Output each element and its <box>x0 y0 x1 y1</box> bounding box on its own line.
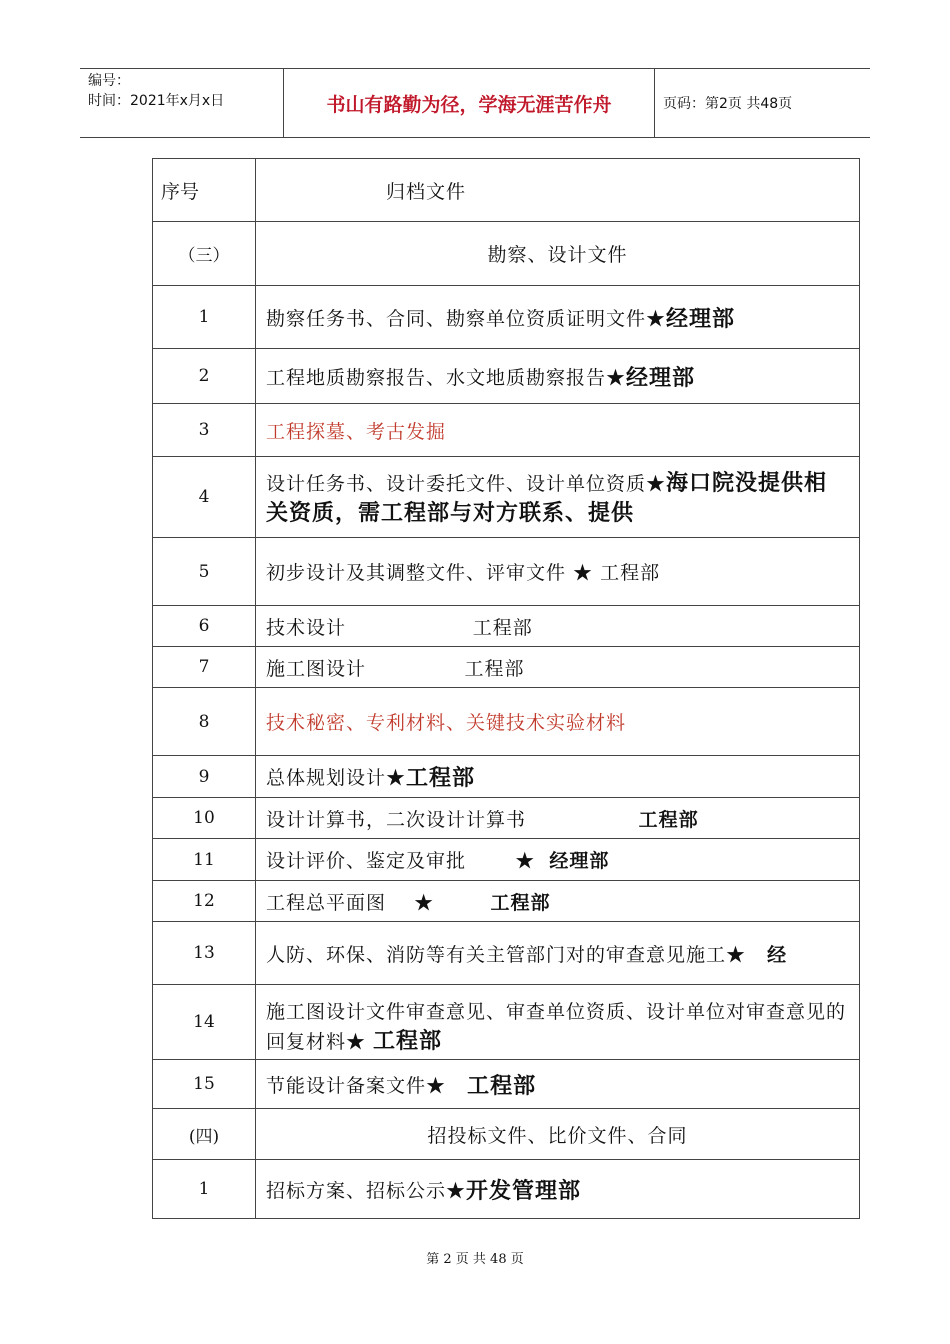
row-dept: 工程部 <box>406 766 476 791</box>
row-seq: (四) <box>152 1109 256 1159</box>
table-row <box>152 798 860 839</box>
row-text <box>256 881 860 921</box>
table-row <box>152 606 860 647</box>
row-text-main: 初步设计及其调整文件、评审文件 ★ 工程部 <box>266 562 661 584</box>
row-dept: 工程部 <box>467 1073 537 1099</box>
row-seq: 1 <box>152 1160 256 1218</box>
row-text-main <box>266 469 849 529</box>
row-text <box>256 922 860 984</box>
row-text-part: 设计任务书、设计委托文件、设计单位资质★ <box>266 473 667 495</box>
row-text <box>256 457 860 537</box>
table-row <box>152 538 860 606</box>
row-seq: 7 <box>152 647 256 687</box>
row-text-main: 勘察、设计文件 <box>487 244 628 266</box>
row-text-main: 施工图设计 工程部 <box>266 657 525 680</box>
row-text <box>256 798 860 838</box>
row-text <box>256 1109 860 1159</box>
row-text <box>256 688 860 755</box>
row-text-main: 设计评价、鉴定及审批 ★ <box>266 850 550 872</box>
number-label: 编号： <box>88 73 130 89</box>
row-text-part: 施工图设计文件审查意见、审查单位资质、设计单位对审查意见的回复材料★ <box>266 1001 847 1053</box>
row-seq: 4 <box>152 457 256 537</box>
row-text-main: 勘察任务书、合同、勘察单位资质证明文件★ <box>266 307 667 330</box>
row-text-main: 工程探墓、考古发掘 <box>266 420 447 443</box>
table-row <box>152 985 860 1060</box>
table-row <box>152 881 860 922</box>
row-seq: 1 <box>152 286 256 348</box>
row-text-main: 工程总平面图 ★ <box>266 891 491 914</box>
table-row <box>152 1060 860 1109</box>
header-meta <box>88 71 283 111</box>
row-seq: 8 <box>152 688 256 755</box>
table-row <box>152 404 860 457</box>
row-seq: 15 <box>152 1060 256 1108</box>
table-row <box>152 688 860 756</box>
header-slogan: 书山有路勤为径，学海无涯苦作舟 <box>283 69 655 137</box>
row-dept: 工程部 <box>373 1029 443 1054</box>
table-row <box>152 222 860 286</box>
row-seq: 9 <box>152 756 256 797</box>
row-text-main: 技术设计 工程部 <box>266 616 533 639</box>
row-seq: 14 <box>152 985 256 1059</box>
row-text <box>256 1060 860 1108</box>
row-dept: 经理部 <box>549 850 610 872</box>
header-page-info: 页码：第2页 共48页 <box>663 96 793 112</box>
row-text <box>256 286 860 348</box>
page-header <box>80 68 870 138</box>
table-row <box>152 647 860 688</box>
row-text <box>256 1160 860 1218</box>
row-seq: 3 <box>152 404 256 456</box>
time-label: 时间：2021年x月x日 <box>88 93 225 109</box>
table-row <box>152 349 860 404</box>
row-text <box>256 839 860 880</box>
row-text-main: 设计计算书，二次设计计算书 <box>266 808 639 831</box>
row-seq: 6 <box>152 606 256 646</box>
row-seq: 5 <box>152 538 256 605</box>
row-dept: 工程部 <box>490 891 551 914</box>
row-text <box>256 222 860 285</box>
row-seq: 12 <box>152 881 256 921</box>
table-row <box>152 1109 860 1160</box>
archive-table <box>152 158 860 1219</box>
row-text <box>256 756 860 797</box>
table-row <box>152 1160 860 1219</box>
row-seq: 11 <box>152 839 256 880</box>
table-row <box>152 457 860 538</box>
row-text <box>256 647 860 687</box>
row-seq: 10 <box>152 798 256 838</box>
table-header-row <box>152 159 860 222</box>
row-dept: 工程部 <box>638 808 699 831</box>
row-text <box>256 985 860 1059</box>
header-title: 归档文件 <box>256 159 860 221</box>
row-dept: 海口院没提供相关资质，需工程部与对方联系、提供 <box>266 471 828 526</box>
row-text-main: 人防、环保、消防等有关主管部门对的审查意见施工★ <box>266 943 768 966</box>
row-seq: （三） <box>152 222 256 285</box>
page-footer: 第 2 页 共 48 页 <box>426 1252 524 1267</box>
row-seq: 13 <box>152 922 256 984</box>
row-dept: 经理部 <box>666 306 736 332</box>
row-text-main: 技术秘密、专利材料、关键技术实验材料 <box>266 712 627 734</box>
row-dept: 开发管理部 <box>466 1178 582 1204</box>
row-text-main: 工程地质勘察报告、水文地质勘察报告★ <box>266 366 627 389</box>
row-text-main: 招投标文件、比价文件、合同 <box>427 1124 688 1147</box>
row-dept: 经 <box>767 943 788 966</box>
row-text-main <box>266 997 849 1057</box>
row-text <box>256 349 860 403</box>
row-text-main: 总体规划设计★ <box>266 767 407 789</box>
table-row <box>152 922 860 985</box>
row-text <box>256 404 860 456</box>
table-row <box>152 286 860 349</box>
row-text <box>256 606 860 646</box>
row-text-main: 招标方案、招标公示★ <box>266 1179 467 1202</box>
row-seq: 2 <box>152 349 256 403</box>
row-text <box>256 538 860 605</box>
row-dept: 经理部 <box>626 365 696 391</box>
row-text-main: 节能设计备案文件★ <box>266 1074 468 1097</box>
table-row <box>152 839 860 881</box>
header-seq: 序号 <box>152 159 256 221</box>
table-row <box>152 756 860 798</box>
